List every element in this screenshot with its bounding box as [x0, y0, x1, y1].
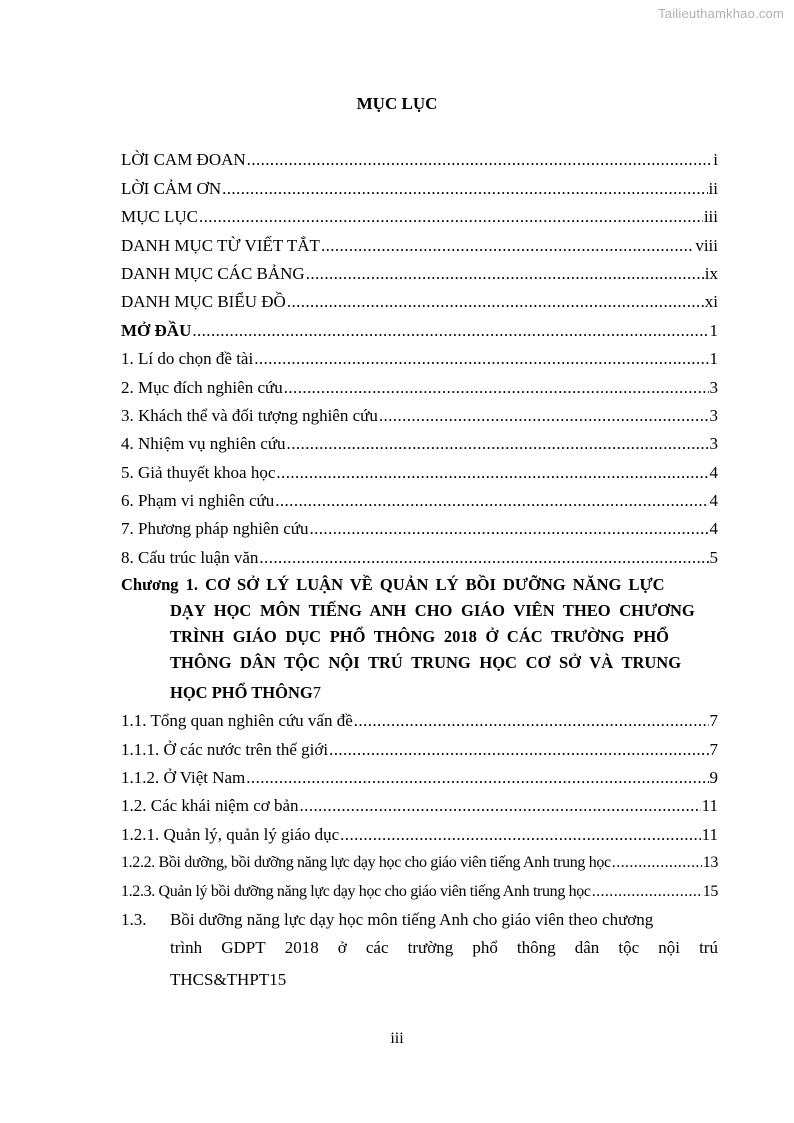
toc-entry-label: THCS&THPT [170, 969, 270, 989]
word: trình [170, 937, 203, 957]
toc-entry-page: 15 [269, 969, 287, 989]
word: tộc [618, 937, 640, 957]
toc-entry-page: 9 [709, 768, 718, 788]
toc-entry-1-2-2[interactable] [121, 845, 718, 873]
toc-entry-page: 7 [709, 739, 718, 759]
dot-leader [329, 740, 708, 760]
toc-entry-page: 15 [702, 882, 718, 900]
toc-entry-1-2-1[interactable] [121, 816, 718, 844]
toc-entry-label: 6. Phạm vi nghiên cứu [121, 491, 275, 511]
dot-leader [254, 349, 708, 369]
dot-leader [379, 406, 709, 426]
toc-entry-page: 4 [709, 519, 718, 539]
toc-entry-page: viii [695, 235, 718, 255]
toc-entry-page: 11 [701, 796, 718, 816]
toc-entry-mo-dau[interactable] [121, 312, 718, 340]
toc-entry-li-do[interactable] [121, 341, 718, 369]
watermark: Tailieuthamkhao.com [658, 6, 784, 21]
toc-entry-danh-muc-tu-viet-tat[interactable] [121, 227, 718, 255]
chapter-title-line: THÔNG DÂN TỘC NỘI TRÚ TRUNG HỌC CƠ SỞ VÀ TRUNG [170, 652, 682, 672]
chapter-title-line: DẠY HỌC MÔN TIẾNG ANH CHO GIÁO VIÊN THEO CHƯƠNG [170, 600, 695, 620]
dot-leader [259, 548, 708, 568]
dot-leader [306, 264, 704, 284]
toc-entry-label: 3. Khách thể và đối tượng nghiên cứu [121, 405, 378, 425]
dot-leader [192, 321, 708, 341]
toc-entry-page: ix [704, 263, 718, 283]
toc-entry-1-1-1[interactable] [121, 731, 718, 759]
toc-entry-label: 2. Mục đích nghiên cứu [121, 377, 283, 397]
toc-entry-label: 8. Cấu trúc luận văn [121, 547, 259, 567]
word: thông [516, 937, 556, 957]
toc-entry-pham-vi[interactable] [121, 483, 718, 511]
page-number-footer: iii [390, 1030, 404, 1047]
toc-entry-nhiem-vu[interactable] [121, 426, 718, 454]
dot-leader [300, 796, 701, 816]
dot-leader [309, 519, 708, 539]
chapter-title-line: TRÌNH GIÁO DỤC PHỔ THÔNG 2018 Ở CÁC TRƯỜNG PHỔ [170, 626, 670, 646]
word: trường [407, 937, 454, 957]
toc-entry-line [121, 906, 718, 934]
toc-entry-1-1-2[interactable] [121, 760, 718, 788]
toc-entry-page: 7 [312, 682, 321, 702]
toc-entry-khach-the[interactable] [121, 398, 718, 426]
toc-entry-1-1[interactable] [121, 703, 718, 731]
toc-entry-label: DANH MỤC BIỂU ĐỒ [121, 292, 286, 312]
dot-leader [247, 150, 713, 170]
toc-entry-label: 5. Giả thuyết khoa học [121, 462, 276, 482]
dot-leader [246, 768, 708, 788]
toc-entry-page: ii [708, 178, 718, 198]
toc-entry-muc-dich[interactable] [121, 369, 718, 397]
toc-entry-page: iii [703, 207, 718, 227]
dot-leader [284, 378, 709, 398]
toc-entry-label: MỤC LỤC [121, 207, 198, 227]
toc-entry-page: 1 [709, 320, 718, 340]
toc-entry-label: 1.1.1. Ở các nước trên thế giới [121, 739, 329, 759]
dot-leader [321, 236, 694, 256]
word: 2018 [284, 937, 319, 957]
dot-leader [612, 853, 702, 873]
toc-entry-label: LỜI CAM ĐOAN [121, 150, 246, 170]
toc-entry-label: DANH MỤC CÁC BẢNG [121, 263, 305, 283]
toc-entry-page: 7 [709, 711, 718, 731]
toc-entry-phuong-phap[interactable] [121, 511, 718, 539]
word: trú [699, 937, 718, 957]
word: các [365, 937, 389, 957]
page-title: MỤC LỤC [356, 94, 438, 113]
chapter-title-line: HỌC PHỔ THÔNG [170, 682, 313, 702]
toc-entry-label: Bồi dưỡng năng lực dạy học môn tiếng Anh cho giáo viên theo chương [170, 909, 654, 929]
toc-entry-label: 1.1. Tổng quan nghiên cứu vấn đề [121, 711, 353, 731]
dot-leader [275, 491, 708, 511]
toc-entry-page: 3 [709, 405, 718, 425]
toc-entry-label: LỜI CẢM ƠN [121, 178, 222, 198]
word: GDPT [221, 937, 266, 957]
toc-entry-1-3[interactable] [121, 906, 718, 990]
toc-entry-label: 1.2. Các khái niệm cơ bản [121, 796, 299, 816]
toc-entry-muc-luc[interactable] [121, 199, 718, 227]
toc-entry-page: 3 [709, 377, 718, 397]
dot-leader [287, 434, 709, 454]
toc-entry-label: 1.2.3. Quản lý bồi dưỡng năng lực dạy học cho giáo viên tiếng Anh trung học [121, 882, 591, 900]
dot-leader [354, 711, 709, 731]
toc-entry-1-2-3[interactable] [121, 873, 718, 901]
toc-entry-1-2[interactable] [121, 788, 718, 816]
section-number: 1.3. [121, 909, 147, 929]
toc-entry-label: 1. Lí do chọn đề tài [121, 349, 254, 369]
toc-entry-page: 3 [709, 434, 718, 454]
word: ở [337, 937, 347, 957]
toc-entry-label: MỞ ĐẦU [121, 320, 192, 340]
chapter-title-line: Chương 1. CƠ SỞ LÝ LUẬN VỀ QUẢN LÝ BỒI DƯỠNG NĂNG LỰC [121, 574, 665, 594]
toc-entry-gia-thuyet[interactable] [121, 454, 718, 482]
toc-entry-page: i [713, 150, 718, 170]
toc-entry-justified-line [121, 934, 718, 962]
toc-entry-page: 13 [702, 854, 718, 872]
toc-entry-danh-muc-cac-bang[interactable] [121, 256, 718, 284]
toc-entry-last-line [121, 962, 718, 990]
dot-leader [222, 179, 707, 199]
word: nội [658, 937, 680, 957]
dot-leader [592, 882, 702, 902]
dot-leader [287, 292, 704, 312]
toc-entry-page: 5 [709, 547, 718, 567]
toc-entry-label: 7. Phương pháp nghiên cứu [121, 519, 309, 539]
toc-entry-page: 4 [709, 462, 718, 482]
toc-entry-page: 4 [709, 491, 718, 511]
chapter-title-last-line [121, 676, 718, 703]
toc-entry-label: 1.1.2. Ở Việt Nam [121, 768, 246, 788]
toc-entry-loi-cam-on[interactable] [121, 170, 718, 198]
toc-entry-danh-muc-bieu-do[interactable] [121, 284, 718, 312]
toc-entry-label: DANH MỤC TỪ VIẾT TẮT [121, 235, 320, 255]
toc-entry-page: 1 [709, 349, 718, 369]
word: dân [574, 937, 600, 957]
toc-entry-loi-cam-doan[interactable] [121, 142, 718, 170]
toc-entry-label: 1.2.1. Quản lý, quản lý giáo dục [121, 824, 340, 844]
toc-entry-cau-truc[interactable] [121, 539, 718, 567]
dot-leader [199, 207, 703, 227]
toc-entry-page: xi [704, 292, 718, 312]
toc-entry-label: 1.2.2. Bồi dưỡng, bồi dưỡng năng lực dạy học cho giáo viên tiếng Anh trung học [121, 854, 611, 872]
table-of-contents [121, 142, 718, 990]
dot-leader [340, 825, 700, 845]
toc-entry-label: 4. Nhiệm vụ nghiên cứu [121, 434, 286, 454]
toc-entry-page: 11 [701, 824, 718, 844]
dot-leader [276, 463, 708, 483]
word: phổ [472, 937, 498, 957]
toc-entry-chapter-1[interactable] [121, 572, 718, 703]
